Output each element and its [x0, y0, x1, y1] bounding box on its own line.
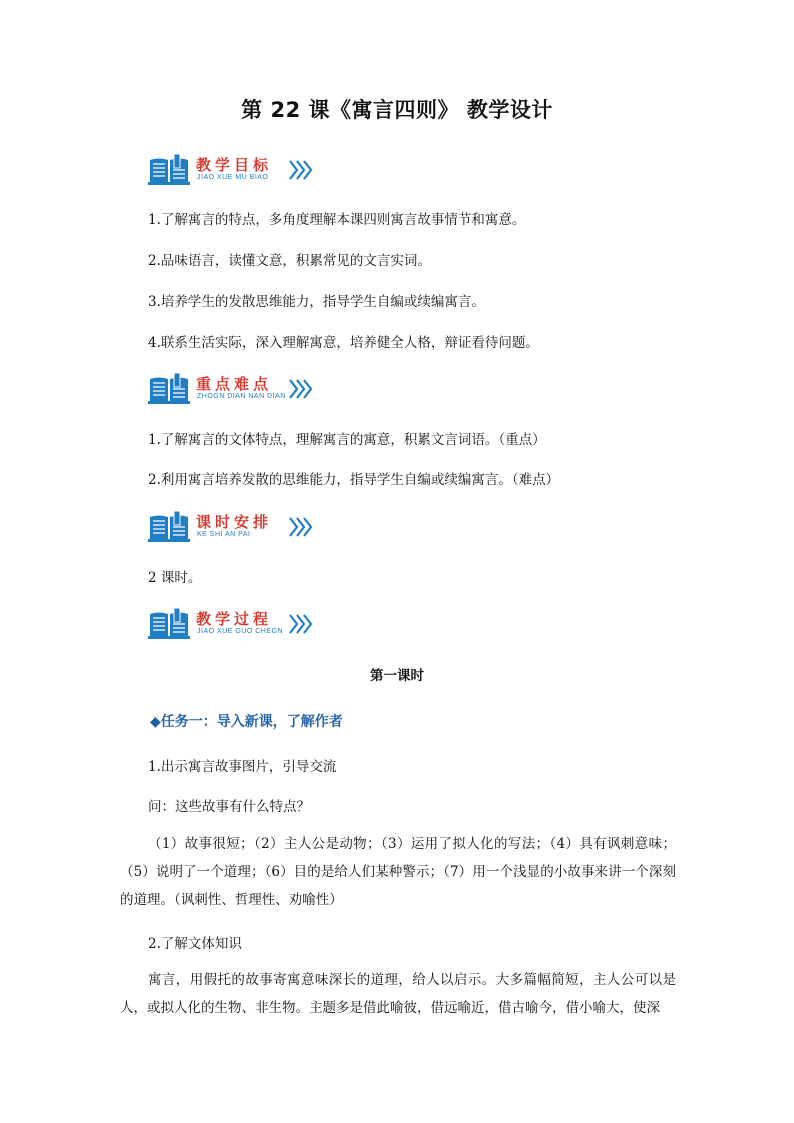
- page-title: 第 22 课《寓言四则》 教学设计: [241, 98, 553, 122]
- schedule-text: 2 课时。: [148, 570, 202, 586]
- section-header-schedule: [148, 511, 348, 545]
- lesson-title: 第一课时: [370, 668, 424, 684]
- step-heading: 2.了解文体知识: [148, 936, 242, 952]
- objective-item: 3.培养学生的发散思维能力，指导学生自编或续编寓言。: [148, 294, 485, 310]
- section-subtitle: ZHOGN DIAN NAN DIAN: [197, 393, 286, 400]
- section-subtitle: JIAO XUE MU BIAO: [197, 174, 269, 181]
- chevron-right-icon: [288, 516, 314, 538]
- chevron-right-icon: [288, 613, 314, 635]
- section-header-objectives: [148, 154, 348, 188]
- fable-definition-paragraph: 寓言，用假托的故事寄寓意味深长的道理，给人以启示。大多篇幅简短，主人公可以是人，或拟人化的生物、非生物。主题多是借此喻彼，借远喻近，借古喻今，借小喻大，使深: [120, 972, 676, 1016]
- objective-item: 4.联系生活实际，深入理解寓意，培养健全人格，辩证看待问题。: [148, 335, 539, 351]
- section-title: 教学过程: [196, 610, 273, 628]
- section-title: 重点难点: [196, 375, 273, 393]
- question-text: 问：这些故事有什么特点？: [148, 799, 310, 815]
- book-icon: [148, 154, 190, 186]
- book-icon: [148, 373, 190, 405]
- section-title: 课时安排: [196, 513, 273, 531]
- section-header-process: [148, 608, 348, 642]
- objective-item: 2.品味语言，读懂文意，积累常见的文言实词。: [148, 253, 431, 269]
- step-heading: 1.出示寓言故事图片，引导交流: [148, 759, 337, 775]
- section-header-key-points: [148, 373, 348, 407]
- book-icon: [148, 608, 190, 640]
- chevron-right-icon: [288, 378, 314, 400]
- section-title: 教学目标: [196, 156, 273, 174]
- book-icon: [148, 511, 190, 543]
- section-subtitle: JIAO XUE GUO CHEGN: [197, 628, 284, 635]
- key-point-item: 2.利用寓言培养发散的思维能力，指导学生自编或续编寓言。（难点）: [148, 472, 560, 488]
- task-heading: ◆任务一：导入新课，了解作者: [150, 714, 343, 730]
- chevron-right-icon: [288, 159, 314, 181]
- objective-item: 1.了解寓言的特点，多角度理解本课四则寓言故事情节和寓意。: [148, 212, 526, 228]
- section-subtitle: KE SHI AN PAI: [197, 531, 251, 538]
- answer-paragraph: （1）故事很短；（2）主人公是动物；（3）运用了拟人化的写法；（4）具有讽刺意味；（5）说明了一个道理；（6）目的是给人们某种警示；（7）用一个浅显的小故事来讲一个深刻的道理。（讽刺性、哲理性、劝喻性）: [120, 836, 676, 908]
- key-point-item: 1.了解寓言的文体特点，理解寓言的寓意，积累文言词语。（重点）: [148, 432, 546, 448]
